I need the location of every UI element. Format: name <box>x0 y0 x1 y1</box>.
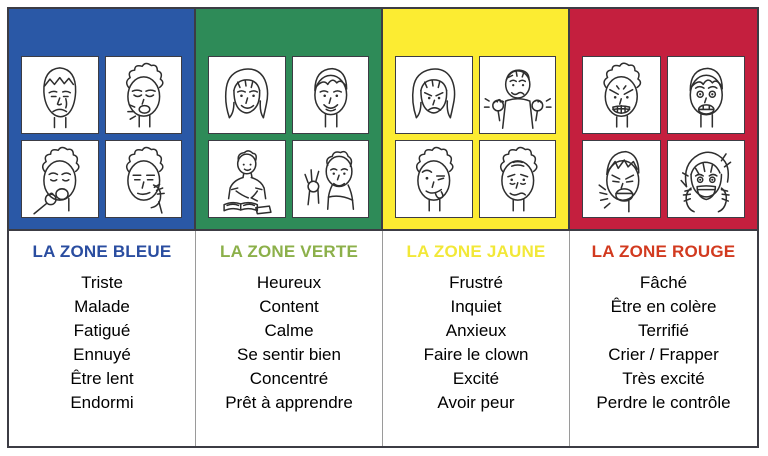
emotion-word: Se sentir bien <box>237 345 341 364</box>
zone-jaune-column <box>383 9 570 446</box>
terrified-face-icon <box>667 56 746 134</box>
ok-hand-gesture-face-icon <box>292 140 370 218</box>
emotion-word: Concentré <box>249 369 329 388</box>
zones-of-regulation-poster <box>7 7 759 448</box>
emotion-word: Frustré <box>449 273 503 292</box>
worried-hands-raised-face-icon <box>479 56 557 134</box>
anxious-face-icon <box>479 140 557 218</box>
zone-verte-color-block <box>196 9 383 231</box>
emotion-word: Inquiet <box>450 297 502 316</box>
frustrated-girl-face-icon <box>395 56 473 134</box>
angry-gritted-teeth-face-icon <box>582 56 661 134</box>
emotion-word: Ennuyé <box>73 345 131 364</box>
zone-title-verte: LA ZONE VERTE <box>220 242 358 261</box>
zone-jaune-text-panel <box>383 231 570 446</box>
zone-verte-column <box>196 9 383 446</box>
emotion-word: Crier / Frapper <box>608 345 719 364</box>
happy-girl-face-icon <box>208 56 286 134</box>
emotion-word: Avoir peur <box>437 393 515 412</box>
emotion-word: Endormi <box>70 393 134 412</box>
emotion-word: Anxieux <box>445 321 507 340</box>
emotion-word: Heureux <box>256 273 322 292</box>
emotion-word: Faire le clown <box>423 345 529 364</box>
happy-boy-face-icon <box>292 56 370 134</box>
excited-hands-on-cheeks-face-icon <box>667 140 746 218</box>
emotion-word: Calme <box>264 321 314 340</box>
emotion-word: Prêt à apprendre <box>225 393 353 412</box>
zone-title-jaune: LA ZONE JAUNE <box>406 242 546 261</box>
zone-bleue-color-block <box>9 9 196 231</box>
sad-crying-face-icon <box>21 56 99 134</box>
emotion-word: Content <box>259 297 319 316</box>
studying-reading-figure-icon <box>208 140 286 218</box>
zone-rouge-color-block <box>570 9 757 231</box>
zone-rouge-column <box>570 9 757 446</box>
zone-bleue-text-panel <box>9 231 196 446</box>
yelling-shouting-face-icon <box>582 140 661 218</box>
emotion-word: Fâché <box>639 273 688 292</box>
zone-verte-text-panel <box>196 231 383 446</box>
emotion-word: Terrifié <box>637 321 689 340</box>
zone-bleue-column <box>9 9 196 446</box>
tired-yawning-face-icon <box>21 140 99 218</box>
emotion-word: Être en colère <box>610 297 717 316</box>
zone-title-bleue: LA ZONE BLEUE <box>32 242 172 261</box>
emotion-word: Triste <box>81 273 123 292</box>
sick-coughing-face-icon <box>105 56 183 134</box>
emotion-word: Fatigué <box>73 321 131 340</box>
emotion-word: Très excité <box>622 369 705 388</box>
zone-rouge-text-panel <box>570 231 757 446</box>
zone-jaune-color-block <box>383 9 570 231</box>
bored-hand-on-cheek-face-icon <box>105 140 183 218</box>
zone-title-rouge: LA ZONE ROUGE <box>591 242 736 261</box>
silly-clown-face-icon <box>395 140 473 218</box>
emotion-word: Être lent <box>70 369 134 388</box>
emotion-word: Malade <box>74 297 130 316</box>
emotion-word: Perdre le contrôle <box>596 393 731 412</box>
emotion-word: Excité <box>452 369 500 388</box>
